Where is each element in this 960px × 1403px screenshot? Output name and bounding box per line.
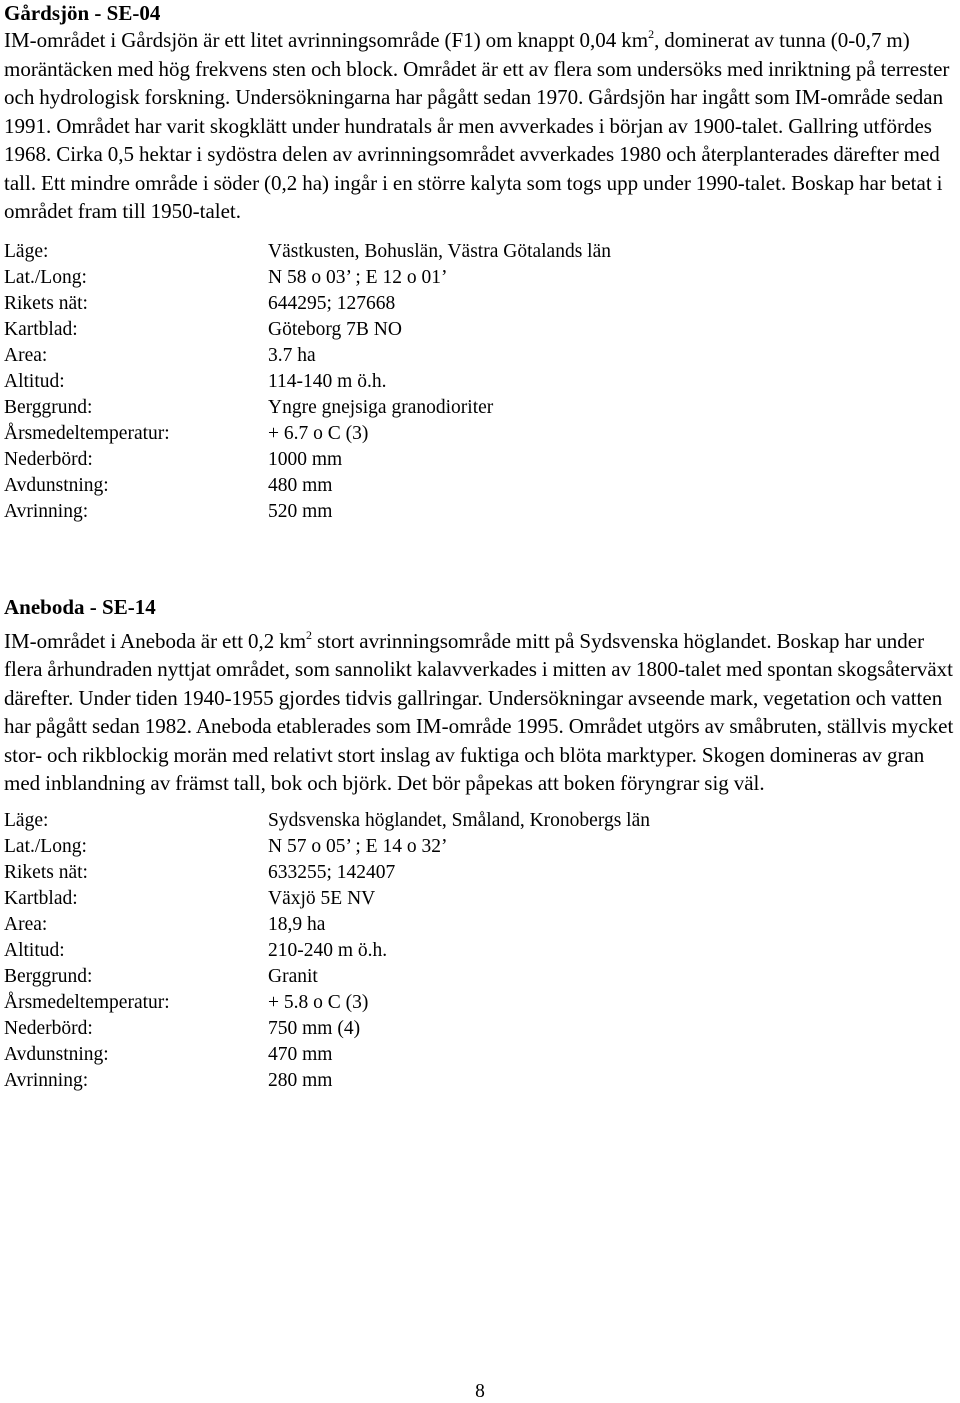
description-text: , dominerat av tunna (0-0,7 m) moräntäcken med hög frekvens sten och block. Området är ett av flera som undersöks med inriktning på terrester och hydrologisk forskning. Undersökningarna har pågått sedan 1970. Gårdsjön har ingått som IM-område sedan 1991. Området har varit skogklätt under hundratals år men avverkades i början av 1900-talet. Gallring utfördes 1968. Cirka 0,5 hektar i sydöstra delen av avrinningsområdet avverkades 1980 och återplanterades därefter med tall. Ett mindre område i söder (0,2 ha) ingår i en större kalyta som togs upp under 1990-talet. Boskap har betat i området fram till 1950-talet. xyxy=(4,28,950,223)
section-gardsjon xyxy=(4,0,956,525)
property-row xyxy=(4,1068,956,1094)
description-text: IM-området i Aneboda är ett 0,2 km xyxy=(4,628,307,653)
property-row xyxy=(4,421,956,447)
property-row xyxy=(4,912,956,938)
page-number: 8 xyxy=(475,1381,485,1402)
property-label: Berggrund: xyxy=(4,396,93,418)
properties-list xyxy=(4,808,956,1094)
property-row xyxy=(4,1016,956,1042)
property-row xyxy=(4,473,956,499)
property-row xyxy=(4,395,956,421)
property-value: 470 mm xyxy=(268,1043,333,1065)
property-value: 480 mm xyxy=(268,474,333,496)
property-row xyxy=(4,860,956,886)
property-value: 18,9 ha xyxy=(268,913,326,935)
property-value: 644295; 127668 xyxy=(268,292,396,314)
property-value: 210-240 m ö.h. xyxy=(268,939,388,961)
section-title: Gårdsjön - SE-04 xyxy=(4,1,161,25)
property-value: 1000 mm xyxy=(268,448,343,470)
section-description xyxy=(4,627,956,798)
property-value: 750 mm (4) xyxy=(268,1017,361,1039)
superscript: 2 xyxy=(648,27,655,41)
section-description xyxy=(4,26,956,226)
property-value: Västkusten, Bohuslän, Västra Götalands län xyxy=(268,240,612,262)
property-row xyxy=(4,886,956,912)
property-value: 114-140 m ö.h. xyxy=(268,370,387,392)
property-label: Kartblad: xyxy=(4,318,78,340)
property-value: 3.7 ha xyxy=(268,344,316,366)
property-label: Läge: xyxy=(4,809,49,831)
property-label: Kartblad: xyxy=(4,887,78,909)
property-row xyxy=(4,990,956,1016)
property-label: Rikets nät: xyxy=(4,292,88,314)
property-label: Nederbörd: xyxy=(4,448,93,470)
property-row xyxy=(4,343,956,369)
property-label: Nederbörd: xyxy=(4,1017,93,1039)
property-label: Altitud: xyxy=(4,370,65,392)
property-row xyxy=(4,938,956,964)
property-label: Läge: xyxy=(4,240,49,262)
property-value: Göteborg 7B NO xyxy=(268,318,402,340)
property-label: Avdunstning: xyxy=(4,474,109,496)
property-label: Area: xyxy=(4,344,48,366)
property-row xyxy=(4,499,956,525)
property-value: Yngre gnejsiga granodioriter xyxy=(268,396,494,418)
property-value: + 6.7 o C (3) xyxy=(268,422,369,444)
property-label: Rikets nät: xyxy=(4,861,88,883)
property-label: Lat./Long: xyxy=(4,835,87,857)
property-value: 280 mm xyxy=(268,1069,333,1091)
property-value: Växjö 5E NV xyxy=(268,887,376,909)
property-label: Lat./Long: xyxy=(4,266,87,288)
section-title: Aneboda - SE-14 xyxy=(4,594,156,619)
property-value: N 57 o 05’ ; E 14 o 32’ xyxy=(268,835,448,857)
description-text: IM-området i Gårdsjön är ett litet avrinningsområde (F1) om knappt 0,04 km xyxy=(4,28,649,52)
property-row xyxy=(4,317,956,343)
property-label: Årsmedeltemperatur: xyxy=(4,991,170,1013)
property-row xyxy=(4,447,956,473)
section-aneboda xyxy=(4,594,956,1094)
property-row xyxy=(4,834,956,860)
property-label: Berggrund: xyxy=(4,965,93,987)
property-row xyxy=(4,265,956,291)
property-row xyxy=(4,808,956,834)
property-row xyxy=(4,291,956,317)
property-row xyxy=(4,964,956,990)
superscript: 2 xyxy=(306,627,313,642)
property-value: Sydsvenska höglandet, Småland, Kronobergs län xyxy=(268,809,651,831)
property-label: Avrinning: xyxy=(4,500,89,522)
property-label: Altitud: xyxy=(4,939,65,961)
property-row xyxy=(4,369,956,395)
property-value: + 5.8 o C (3) xyxy=(268,991,369,1013)
document-page xyxy=(4,0,956,1094)
property-row xyxy=(4,239,956,265)
property-value: Granit xyxy=(268,965,318,987)
properties-list xyxy=(4,239,956,525)
property-label: Årsmedeltemperatur: xyxy=(4,422,170,444)
property-label: Avdunstning: xyxy=(4,1043,109,1065)
property-label: Avrinning: xyxy=(4,1069,89,1091)
property-value: 633255; 142407 xyxy=(268,861,396,883)
description-text: stort avrinningsområde mitt på Sydsvenska höglandet. Boskap har under flera århundraden nyttjat området, som sannolikt kalavverkades i mitten av 1800-talet med spontan skogsåterväxt därefter. Under tiden 1940-1955 gjordes tidvis gallringar. Undersökningar avseende mark, vegetation och vatten har pågått sedan 1982. Aneboda etablerades som IM-område 1995. Området utgörs av småbruten, ställvis mycket stor- och rikblockig morän med relativt stort inslag av fuktiga och blöta marktyper. Skogen domineras av gran med inblandning av främst tall, bok och björk. Det bör påpekas att boken föryngrar sig väl. xyxy=(4,628,954,795)
property-value: N 58 o 03’ ; E 12 o 01’ xyxy=(268,266,448,288)
property-label: Area: xyxy=(4,913,48,935)
property-row xyxy=(4,1042,956,1068)
property-value: 520 mm xyxy=(268,500,333,522)
